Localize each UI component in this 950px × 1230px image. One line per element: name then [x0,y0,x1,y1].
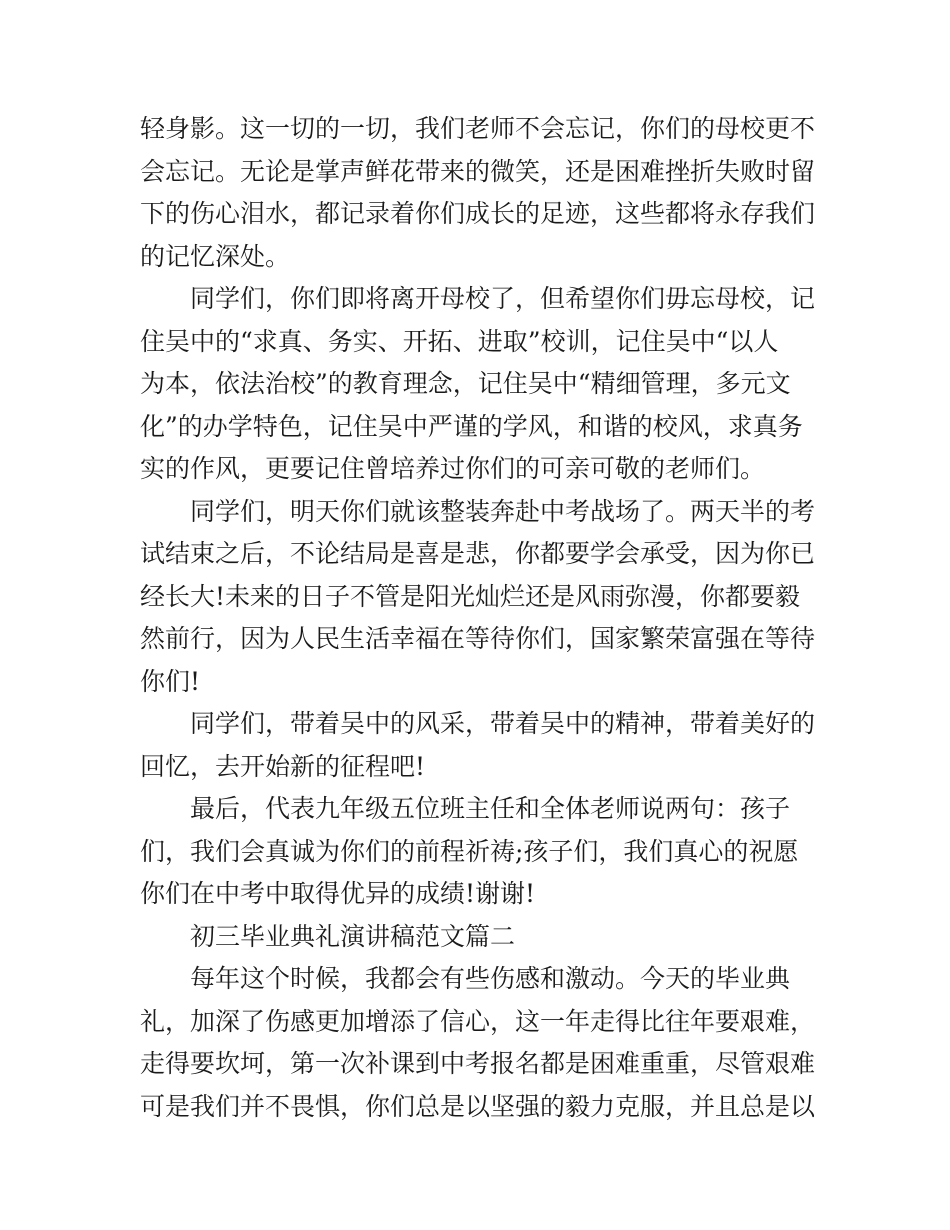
document-body [140,108,816,1128]
paragraph-first-line: 最后，代表九年级五位班主任和全体老师说两句：孩子 [190,794,791,823]
text-line: 你们在中考中取得优异的成绩!谢谢! [140,879,536,908]
text-line: 住吴中的“求真、务实、开拓、进取”校训，记住吴中“以人 [140,326,779,356]
text-line: 经长大!未来的日子不管是阳光灿烂还是风雨弥漫，你都要毅 [140,581,801,611]
text-line: 回忆，去开始新的征程吧! [140,751,426,781]
text-line: 下的伤心泪水，都记录着你们成长的足迹，这些都将永存我们 [140,199,816,228]
text-line: 们，我们会真诚为你们的前程祈祷;孩子们，我们真心的祝愿 [140,836,799,866]
paragraph-first-line: 初三毕业典礼演讲稿范文篇二 [190,921,516,951]
paragraph-first-line: 同学们，明天你们就该整装奔赴中考战场了。两天半的考 [190,496,816,526]
text-line: 可是我们并不畏惧，你们总是以坚强的毅力克服，并且总是以 [140,1091,816,1121]
text-line: 化”的办学特色，记住吴中严谨的学风，和谐的校风，求真务 [140,411,803,441]
text-line: 实的作风，更要记住曾培养过你们的可亲可敬的老师们。 [140,454,766,483]
text-line: 轻身影。这一切的一切，我们老师不会忘记，你们的母校更不 [140,114,816,143]
text-line: 走得要坎坷，第一次补课到中考报名都是困难重重，尽管艰难 [140,1049,816,1078]
text-line: 然前行，因为人民生活幸福在等待你们，国家繁荣富强在等待 [140,624,816,653]
paragraph-first-line: 每年这个时候，我都会有些伤感和激动。今天的毕业典 [190,964,791,993]
text-line: 为本，依法治校”的教育理念，记住吴中“精细管理，多元文 [140,369,791,398]
text-line: 的记忆深处。 [140,241,291,271]
text-line: 试结束之后，不论结局是喜是悲，你都要学会承受，因为你已 [140,539,816,568]
text-line: 礼，加深了伤感更加增添了信心，这一年走得比往年要艰难， [140,1006,816,1036]
paragraph-first-line: 同学们，带着吴中的风采，带着吴中的精神，带着美好的 [190,709,816,738]
text-line: 你们! [140,666,201,696]
paragraph-first-line: 同学们，你们即将离开母校了，但希望你们毋忘母校，记 [190,284,816,313]
text-line: 会忘记。无论是掌声鲜花带来的微笑，还是困难挫折失败时留 [140,156,816,186]
